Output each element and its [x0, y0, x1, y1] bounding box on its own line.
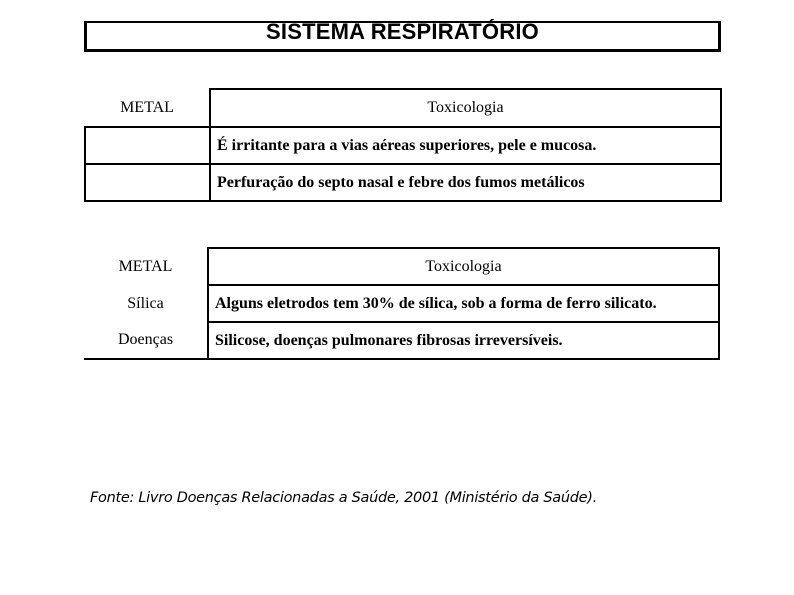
title-box	[84, 21, 721, 52]
table-row	[84, 285, 719, 322]
toxicology-cell: Alguns eletrodos tem 30% de sílica, sob a forma de ferro silicato.	[208, 285, 719, 322]
metal-cell: Doenças	[84, 322, 208, 359]
table-header-row	[84, 248, 719, 285]
metal-cell	[85, 164, 210, 201]
toxicology-cell: Perfuração do septo nasal e febre dos fumos metálicos	[210, 164, 721, 201]
header-toxicologia: Toxicologia	[208, 248, 719, 285]
toxicology-cell: Silicose, doenças pulmonares fibrosas irreversíveis.	[208, 322, 719, 359]
source-footnote: Fonte: Livro Doenças Relacionadas a Saúde, 2001 (Ministério da Saúde).	[90, 490, 597, 506]
metal-cell: Sílica	[84, 285, 208, 322]
table-row	[85, 164, 721, 201]
toxicology-table-1	[84, 88, 722, 202]
header-toxicologia: Toxicologia	[210, 89, 721, 127]
page-title: SISTEMA RESPIRATÓRIO	[266, 19, 539, 44]
table-row	[85, 127, 721, 164]
table-header-row	[85, 89, 721, 127]
header-metal: METAL	[84, 248, 208, 285]
header-metal: METAL	[85, 89, 210, 127]
toxicology-cell: É irritante para a vias aéreas superiores, pele e mucosa.	[210, 127, 721, 164]
toxicology-table-2	[84, 247, 720, 360]
metal-cell	[85, 127, 210, 164]
table-row	[84, 322, 719, 359]
